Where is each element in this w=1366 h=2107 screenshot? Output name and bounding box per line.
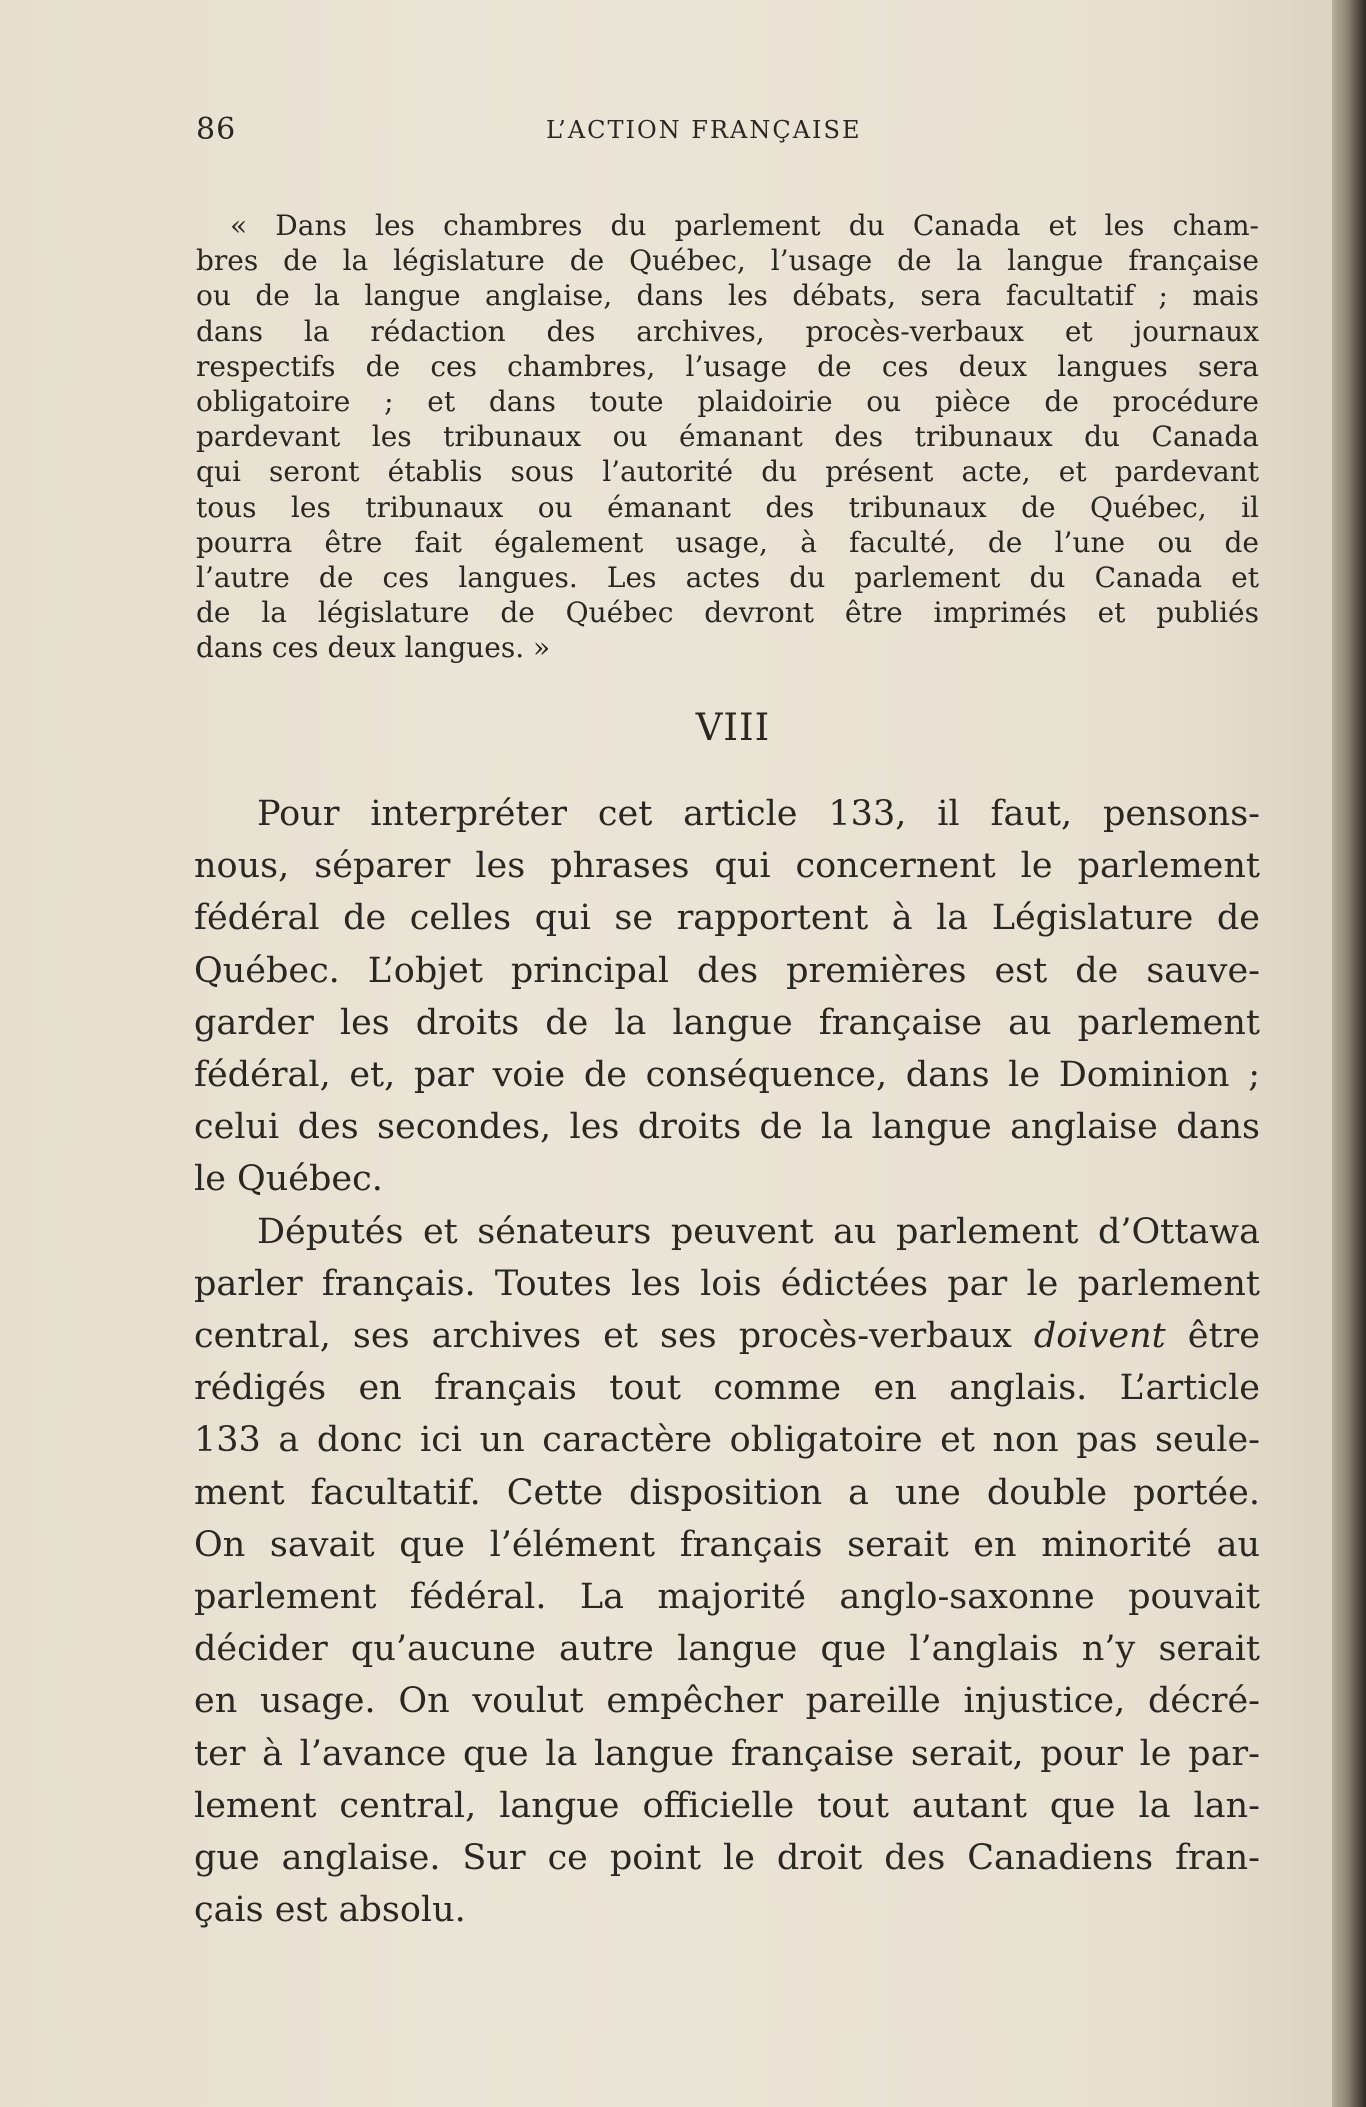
paragraph-line: en usage. On voulut empêcher pareille injustice, décré- bbox=[194, 1681, 1260, 1722]
paragraph-line: fédéral, et, par voie de conséquence, dans le Dominion ; bbox=[194, 1055, 1260, 1096]
paragraph-line: fédéral de celles qui se rapportent à la Législature de bbox=[194, 898, 1260, 939]
quote-line: « Dans les chambres du parlement du Canada et les cham- bbox=[230, 209, 1259, 242]
quoted-article bbox=[196, 208, 1259, 666]
paragraph-line: ter à l’avance que la langue française serait, pour le par- bbox=[194, 1733, 1260, 1774]
text-span: être bbox=[1165, 1316, 1260, 1357]
paragraph-line: décider qu’aucune autre langue que l’anglais n’y serait bbox=[194, 1629, 1260, 1670]
paragraph-line-with-emphasis bbox=[194, 1310, 1260, 1362]
paragraph-line: 133 a donc ici un caractère obligatoire et non pas seule- bbox=[194, 1420, 1260, 1461]
page-number: 86 bbox=[196, 112, 237, 147]
paragraph-line: le Québec. bbox=[194, 1159, 383, 1200]
paragraph-line: parler français. Toutes les lois édictées par le parlement bbox=[194, 1263, 1260, 1304]
paragraph-line: On savait que l’élément français serait en minorité au bbox=[194, 1524, 1260, 1565]
section-heading: VIII bbox=[695, 706, 771, 749]
quote-line: pardevant les tribunaux ou émanant des tribunaux du Canada bbox=[196, 420, 1259, 454]
paragraph-line: rédigés en français tout comme en anglais. L’article bbox=[194, 1368, 1260, 1409]
paragraph-line: ment facultatif. Cette disposition a une double portée. bbox=[194, 1472, 1260, 1513]
quote-line: obligatoire ; et dans toute plaidoirie ou pièce de procédure bbox=[196, 385, 1259, 419]
paragraph-line: Députés et sénateurs peuvent au parlement d’Ottawa bbox=[257, 1211, 1260, 1252]
paragraph-2 bbox=[194, 1206, 1260, 1937]
paragraph-line: Québec. L’objet principal des premières est de sauve- bbox=[194, 950, 1260, 991]
quote-line: tous les tribunaux ou émanant des tribunaux de Québec, il bbox=[196, 490, 1259, 524]
paragraph-line: celui des secondes, les droits de la langue anglaise dans bbox=[194, 1107, 1260, 1148]
quote-line: pourra être fait également usage, à faculté, de l’une ou de bbox=[196, 525, 1259, 559]
paragraph-line: parlement fédéral. La majorité anglo-saxonne pouvait bbox=[194, 1577, 1260, 1618]
paragraph-line: garder les droits de la langue française au parlement bbox=[194, 1002, 1260, 1043]
paragraph-line: çais est absolu. bbox=[194, 1890, 466, 1931]
paragraph-1 bbox=[194, 788, 1260, 1206]
quote-line: dans ces deux langues. » bbox=[196, 631, 551, 665]
page-header bbox=[196, 112, 1256, 152]
paragraph-line: nous, séparer les phrases qui concernent le parlement bbox=[194, 846, 1260, 887]
quote-line: qui seront établis sous l’autorité du présent acte, et pardevant bbox=[196, 455, 1259, 489]
quote-line: de la législature de Québec devront être imprimés et publiés bbox=[196, 596, 1259, 630]
body-text bbox=[194, 788, 1260, 1936]
text-span: central, ses archives et ses procès-verbaux bbox=[194, 1316, 1034, 1357]
emphasis-doivent: doivent bbox=[1033, 1316, 1166, 1357]
running-head: L’ACTION FRANÇAISE bbox=[546, 116, 862, 144]
paragraph-line: lement central, langue officielle tout autant que la lan- bbox=[194, 1785, 1260, 1826]
paragraph-line: gue anglaise. Sur ce point le droit des Canadiens fran- bbox=[194, 1838, 1260, 1879]
quote-line: bres de la législature de Québec, l’usage de la langue française bbox=[196, 244, 1259, 278]
quote-line: l’autre de ces langues. Les actes du parlement du Canada et bbox=[196, 561, 1259, 595]
quote-line: respectifs de ces chambres, l’usage de ces deux langues sera bbox=[196, 349, 1259, 383]
quote-line: dans la rédaction des archives, procès-verbaux et journaux bbox=[196, 314, 1259, 348]
page-edge-shadow bbox=[1332, 0, 1366, 2107]
paragraph-line: Pour interpréter cet article 133, il faut, pensons- bbox=[257, 794, 1260, 834]
quote-line: ou de la langue anglaise, dans les débats, sera facultatif ; mais bbox=[196, 279, 1259, 313]
